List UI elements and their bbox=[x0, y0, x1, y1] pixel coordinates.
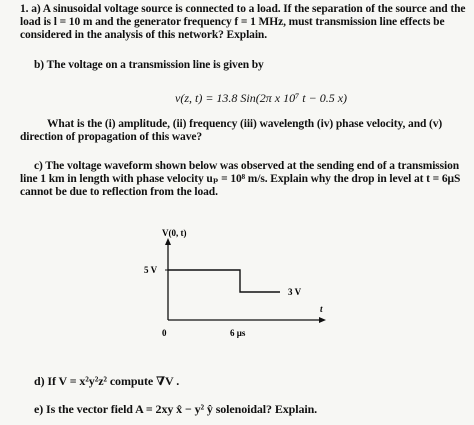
part-b-question-line-1: What is the (i) amplitude, (ii) frequency (iii) wavelength (iv) phase velocity, and (v) bbox=[47, 118, 443, 130]
part-e-line: e) Is the vector field A = 2xy x̂ − y² ŷ solenoidal? Explain. bbox=[34, 402, 318, 416]
part-c-line-2: line 1 km in length with phase velocity uₚ = 10⁸ m/s. Explain why the drop in level at t = 6μS bbox=[20, 173, 461, 185]
y-axis-label: V(0, t) bbox=[162, 228, 187, 238]
part-d-line: d) If V = x²y²z² compute ∇V . bbox=[34, 374, 180, 388]
part-b-equation: v(z, t) = 13.8 Sin(2π x 10⁷ t − 0.5 x) bbox=[175, 91, 348, 105]
part-b-question-line-2: direction of propagation of this wave? bbox=[20, 131, 203, 143]
waveform-svg bbox=[130, 228, 340, 343]
y-tick-label: 5 V bbox=[144, 265, 158, 275]
part-a-line-1: 1. a) A sinusoidal voltage source is connected to a load. If the separation of the source and the bbox=[20, 3, 466, 15]
part-c-line-3: cannot be due to reflection from the load. bbox=[20, 186, 218, 198]
x-tick-label: 6 μs bbox=[230, 328, 246, 338]
part-b-title: b) The voltage on a transmission line is given by bbox=[34, 59, 264, 71]
part-a-line-3: considered in the analysis of this network? Explain. bbox=[20, 29, 267, 41]
part-a-line-2: load is l = 10 m and the generator frequency f = 1 MHz, must transmission line effects be bbox=[20, 16, 445, 28]
waveform-line bbox=[168, 270, 280, 292]
x-axis-arrow bbox=[319, 317, 326, 323]
origin-label: 0 bbox=[162, 328, 167, 338]
level-label: 3 V bbox=[288, 287, 302, 297]
y-axis-arrow bbox=[165, 238, 171, 245]
x-axis-label: t bbox=[320, 304, 323, 314]
waveform-graph bbox=[130, 228, 340, 348]
part-c-line-1: c) The voltage waveform shown below was observed at the sending end of a transmission bbox=[34, 160, 460, 172]
